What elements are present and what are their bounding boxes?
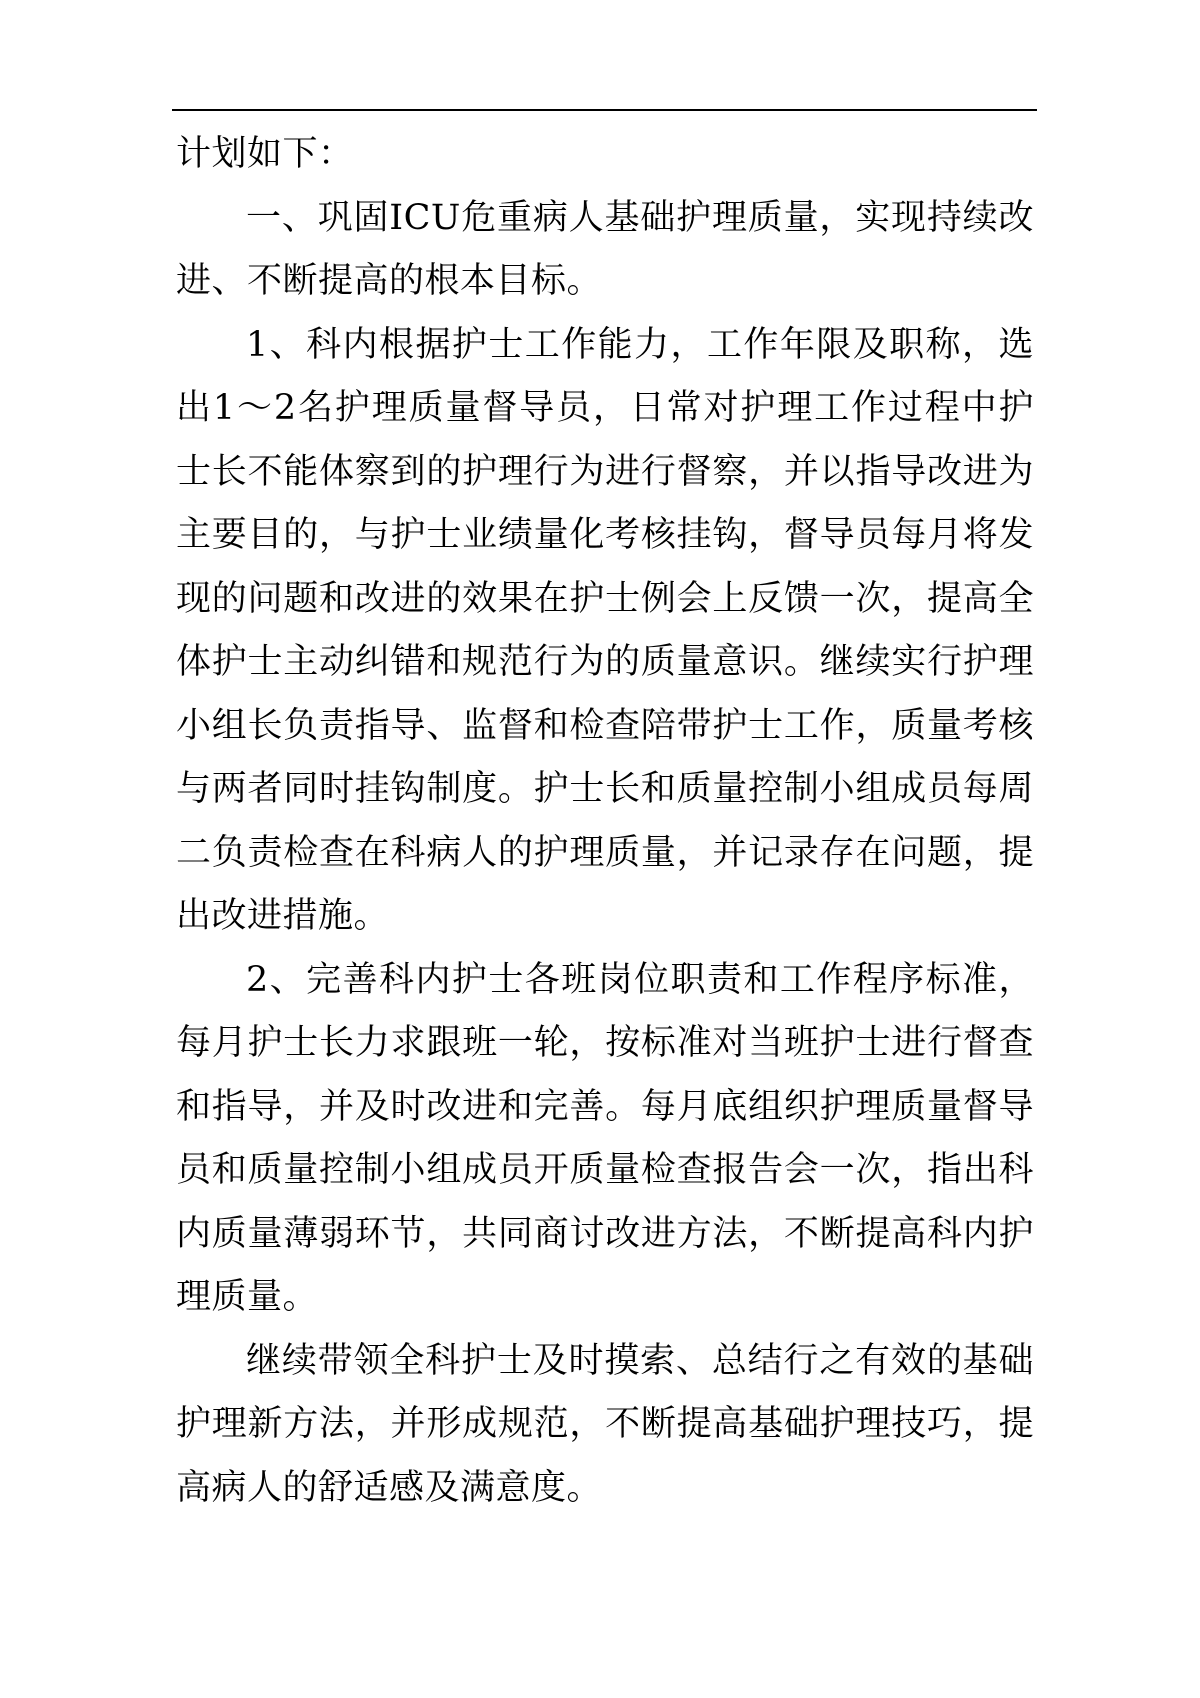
- paragraph-item-1: 1、科内根据护士工作能力，工作年限及职称，选出1～2名护理质量督导员，日常对护理工作过程中护士长不能体察到的护理行为进行督察，并以指导改进为主要目的，与护士业绩量化考核挂钩，督导员每月将发现的问题和改进的效果在护士例会上反馈一次，提高全体护士主动纠错和规范行为的质量意识。继续实行护理小组长负责指导、监督和检查陪带护士工作，质量考核与两者同时挂钩制度。护士长和质量控制小组成员每周二负责检查在科病人的护理质量，并记录存在问题，提出改进措施。: [176, 324, 1034, 936]
- paragraph-item-2: 2、完善科内护士各班岗位职责和工作程序标准，每月护士长力求跟班一轮，按标准对当班护士进行督查和指导，并及时改进和完善。每月底组织护理质量督导员和质量控制小组成员开质量检查报告会一次，指出科内质量薄弱环节，共同商讨改进方法，不断提高科内护理质量。: [176, 959, 1034, 1317]
- paragraph-intro: 计划如下：: [176, 134, 354, 174]
- paragraph-continue: 继续带领全科护士及时摸索、总结行之有效的基础护理新方法，并形成规范，不断提高基础护理技巧，提高病人的舒适感及满意度。: [176, 1340, 1034, 1508]
- document-body: [176, 123, 1034, 1520]
- header-rule: [172, 109, 1037, 111]
- paragraph-section-1-heading: 一、巩固ICU危重病人基础护理质量，实现持续改进、不断提高的根本目标。: [176, 197, 1034, 301]
